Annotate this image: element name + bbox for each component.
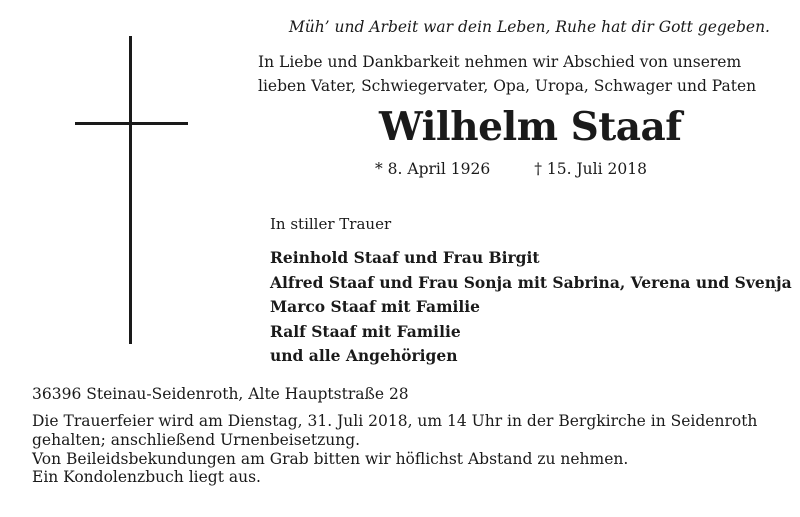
mourning-label: In stiller Trauer bbox=[270, 215, 392, 233]
memorial-quote: Müh’ und Arbeit war dein Leben, Ruhe hat dir Gott gegeben. bbox=[288, 18, 770, 36]
cross-icon-bar bbox=[75, 122, 188, 125]
intro-text bbox=[258, 50, 756, 98]
family-member: Ralf Staaf mit Familie bbox=[270, 321, 461, 341]
life-dates bbox=[375, 160, 647, 178]
deceased-name: Wilhelm Staaf bbox=[379, 104, 682, 150]
intro-line: lieben Vater, Schwiegervater, Opa, Uropa, Schwager und Paten bbox=[258, 77, 757, 95]
address: 36396 Steinau-Seidenroth, Alte Hauptstraße 28 bbox=[32, 385, 409, 403]
family-member: Reinhold Staaf und Frau Birgit bbox=[270, 248, 540, 267]
intro-line: In Liebe und Dankbarkeit nehmen wir Abschied von unserem bbox=[258, 53, 742, 71]
death-date: † 15. Juli 2018 bbox=[534, 160, 647, 178]
cross-icon bbox=[129, 36, 132, 344]
family-member: Alfred Staaf und Frau Sonja mit Sabrina, Verena und Svenja bbox=[270, 272, 792, 292]
family-list bbox=[270, 246, 792, 369]
notice-line: Ein Kondolenzbuch liegt aus. bbox=[32, 468, 261, 487]
notice-line: Die Trauerfeier wird am Dienstag, 31. Juli 2018, um 14 Uhr in der Bergkirche in Seidenroth bbox=[32, 412, 758, 430]
family-member: und alle Angehörigen bbox=[270, 346, 458, 365]
notice-line: Von Beileidsbekundungen am Grab bitten wir höflichst Abstand zu nehmen. bbox=[32, 449, 629, 468]
birth-date: * 8. April 1926 bbox=[375, 160, 491, 178]
notice-line: gehalten; anschließend Urnenbeisetzung. bbox=[32, 430, 361, 449]
family-member: Marco Staaf mit Familie bbox=[270, 297, 481, 316]
funeral-notice bbox=[32, 412, 757, 487]
